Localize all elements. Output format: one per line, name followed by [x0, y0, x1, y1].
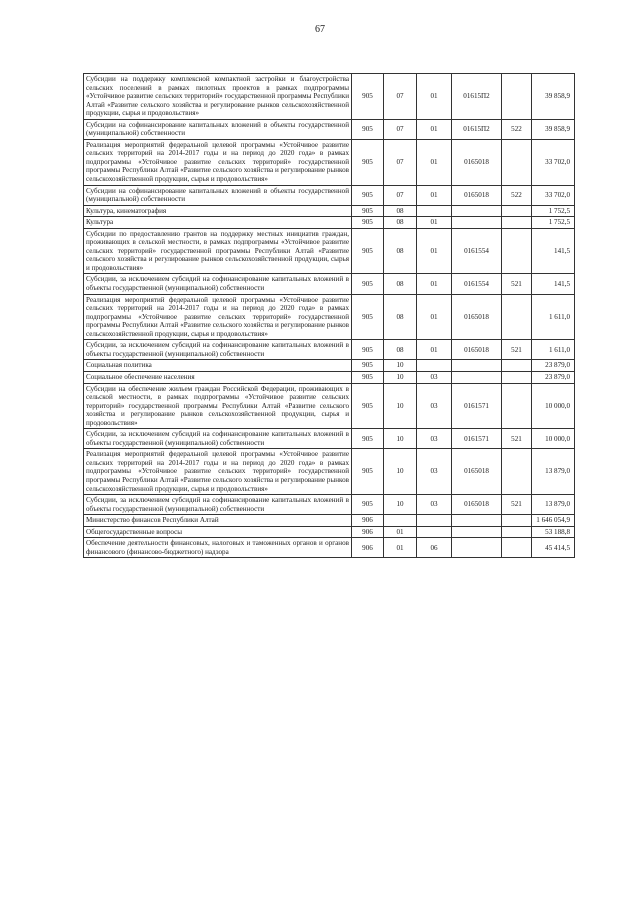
- row-name: Субсидии по предоставлению грантов на поддержку местных инициатив граждан, проживающих в сельской местности, в рамках подпрограммы «Устойчивое развитие сельских территорий» государственной программы Республики Алтай «Развитие сельского хозяйства и регулирование рынков сельскохозяйственной продукции, сырья и продовольствия»: [84, 228, 352, 274]
- row-subsection-code: 01: [417, 228, 452, 274]
- row-amount: 33 702,0: [532, 139, 575, 185]
- row-subsection-code: 01: [417, 185, 452, 205]
- row-expense-type-code: [502, 294, 532, 340]
- row-name: Субсидии, за исключением субсидий на софинансирование капитальных вложений в объекты государственной (муниципальной) собственности: [84, 429, 352, 449]
- row-expense-type-code: [502, 139, 532, 185]
- row-target-code: 0161554: [452, 274, 502, 294]
- row-name: Субсидии на софинансирование капитальных вложений в объекты государственной (муниципальной) собственности: [84, 119, 352, 139]
- row-amount: 23 879,0: [532, 360, 575, 372]
- row-ministry-code: 905: [352, 294, 384, 340]
- row-target-code: [452, 515, 502, 527]
- row-section-code: 07: [384, 74, 417, 120]
- row-section-code: 10: [384, 371, 417, 383]
- row-name: Культура, кинематография: [84, 205, 352, 217]
- row-section-code: 10: [384, 495, 417, 515]
- row-ministry-code: 905: [352, 429, 384, 449]
- table-row: [84, 526, 575, 538]
- table-row: [84, 383, 575, 429]
- row-subsection-code: 01: [417, 119, 452, 139]
- row-amount: 10 000,0: [532, 429, 575, 449]
- row-subsection-code: [417, 360, 452, 372]
- table-row: [84, 449, 575, 495]
- row-target-code: 0161554: [452, 228, 502, 274]
- table-row: [84, 495, 575, 515]
- row-name: Субсидии, за исключением субсидий на софинансирование капитальных вложений в объекты государственной (муниципальной) собственности: [84, 340, 352, 360]
- row-expense-type-code: [502, 449, 532, 495]
- row-ministry-code: 905: [352, 371, 384, 383]
- row-subsection-code: 03: [417, 495, 452, 515]
- row-amount: 13 879,0: [532, 495, 575, 515]
- row-amount: 23 879,0: [532, 371, 575, 383]
- row-name: Субсидии на обеспечение жильем граждан Российской Федерации, проживающих в сельской местности, в рамках подпрограммы «Устойчивое развитие сельских территорий» государственной программы Республики Алтай «Развитие сельского хозяйства и регулирование рынков сельскохозяйственной продукции, сырья и продовольствия»: [84, 383, 352, 429]
- row-name: Культура: [84, 217, 352, 229]
- row-subsection-code: 01: [417, 139, 452, 185]
- row-subsection-code: 01: [417, 217, 452, 229]
- row-ministry-code: 905: [352, 139, 384, 185]
- table-row: [84, 515, 575, 527]
- row-section-code: 08: [384, 205, 417, 217]
- row-expense-type-code: 522: [502, 185, 532, 205]
- row-expense-type-code: [502, 515, 532, 527]
- row-name: Социальная политика: [84, 360, 352, 372]
- row-section-code: 08: [384, 217, 417, 229]
- row-section-code: 01: [384, 526, 417, 538]
- row-subsection-code: 01: [417, 74, 452, 120]
- table-row: [84, 139, 575, 185]
- row-section-code: 07: [384, 139, 417, 185]
- row-subsection-code: [417, 205, 452, 217]
- row-section-code: 07: [384, 119, 417, 139]
- row-ministry-code: 906: [352, 526, 384, 538]
- row-section-code: 01: [384, 538, 417, 558]
- row-ministry-code: 905: [352, 274, 384, 294]
- row-section-code: 08: [384, 274, 417, 294]
- row-subsection-code: [417, 526, 452, 538]
- row-ministry-code: 905: [352, 449, 384, 495]
- row-amount: 45 414,5: [532, 538, 575, 558]
- row-ministry-code: 905: [352, 119, 384, 139]
- row-expense-type-code: [502, 538, 532, 558]
- row-section-code: 10: [384, 360, 417, 372]
- row-expense-type-code: [502, 217, 532, 229]
- row-target-code: [452, 217, 502, 229]
- row-subsection-code: 06: [417, 538, 452, 558]
- row-section-code: 07: [384, 185, 417, 205]
- row-ministry-code: 905: [352, 185, 384, 205]
- table-row: [84, 360, 575, 372]
- row-target-code: 01615П2: [452, 74, 502, 120]
- row-ministry-code: 905: [352, 217, 384, 229]
- row-amount: 39 858,9: [532, 74, 575, 120]
- row-section-code: 08: [384, 340, 417, 360]
- row-expense-type-code: 521: [502, 495, 532, 515]
- row-target-code: 01615П2: [452, 119, 502, 139]
- row-expense-type-code: 521: [502, 274, 532, 294]
- row-name: Субсидии на поддержку комплексной компактной застройки и благоустройства сельских поселений в рамках пилотных проектов в рамках подпрограммы «Устойчивое развитие сельских территорий» государственной программы Республики Алтай «Развитие сельского хозяйства и регулирование рынков сельскохозяйственной продукции, сырья и продовольствия»: [84, 74, 352, 120]
- row-target-code: 0161571: [452, 429, 502, 449]
- row-expense-type-code: [502, 371, 532, 383]
- row-target-code: 0165018: [452, 449, 502, 495]
- row-target-code: [452, 371, 502, 383]
- table-row: [84, 217, 575, 229]
- row-expense-type-code: 522: [502, 119, 532, 139]
- table-row: [84, 538, 575, 558]
- row-expense-type-code: [502, 526, 532, 538]
- row-name: Субсидии на софинансирование капитальных вложений в объекты государственной (муниципальной) собственности: [84, 185, 352, 205]
- row-name: Обеспечение деятельности финансовых, налоговых и таможенных органов и органов финансового (финансово-бюджетного) надзора: [84, 538, 352, 558]
- row-target-code: [452, 360, 502, 372]
- row-name: Общегосударственные вопросы: [84, 526, 352, 538]
- row-amount: 141,5: [532, 274, 575, 294]
- row-ministry-code: 906: [352, 538, 384, 558]
- row-amount: 13 879,0: [532, 449, 575, 495]
- table-row: [84, 228, 575, 274]
- row-subsection-code: 03: [417, 371, 452, 383]
- row-name: Министерство финансов Республики Алтай: [84, 515, 352, 527]
- row-name: Субсидии, за исключением субсидий на софинансирование капитальных вложений в объекты государственной (муниципальной) собственности: [84, 274, 352, 294]
- row-amount: 1 752,5: [532, 205, 575, 217]
- budget-table: [83, 73, 575, 558]
- page-number: 67: [315, 24, 325, 35]
- row-section-code: 10: [384, 449, 417, 495]
- table-row: [84, 119, 575, 139]
- row-amount: 1 752,5: [532, 217, 575, 229]
- row-target-code: 0165018: [452, 340, 502, 360]
- row-target-code: [452, 205, 502, 217]
- row-section-code: 08: [384, 294, 417, 340]
- row-expense-type-code: [502, 74, 532, 120]
- row-ministry-code: 905: [352, 360, 384, 372]
- row-name: Реализация мероприятий федеральной целевой программы «Устойчивое развитие сельских территорий на 2014-2017 годы и на период до 2020 года» в рамках подпрограммы «Устойчивое развитие сельских территорий» государственной программы Республики Алтай «Развитие сельского хозяйства и регулирование рынков сельскохозяйственной продукции, сырья и продовольствия»: [84, 139, 352, 185]
- row-section-code: 10: [384, 429, 417, 449]
- row-amount: 10 000,0: [532, 383, 575, 429]
- table-row: [84, 294, 575, 340]
- row-expense-type-code: [502, 360, 532, 372]
- table-row: [84, 371, 575, 383]
- row-amount: 141,5: [532, 228, 575, 274]
- row-target-code: 0165018: [452, 139, 502, 185]
- row-target-code: 0161571: [452, 383, 502, 429]
- row-subsection-code: [417, 515, 452, 527]
- row-amount: 39 858,9: [532, 119, 575, 139]
- row-subsection-code: 03: [417, 449, 452, 495]
- row-expense-type-code: [502, 205, 532, 217]
- row-target-code: 0165018: [452, 294, 502, 340]
- row-name: Реализация мероприятий федеральной целевой программы «Устойчивое развитие сельских территорий на 2014-2017 годы и на период до 2020 года» в рамках подпрограммы «Устойчивое развитие сельских территорий» государственной программы Республики Алтай «Развитие сельского хозяйства и регулирование рынков сельскохозяйственной продукции, сырья и продовольствия»: [84, 449, 352, 495]
- row-subsection-code: 01: [417, 340, 452, 360]
- row-name: Реализация мероприятий федеральной целевой программы «Устойчивое развитие сельских территорий на 2014-2017 годы и на период до 2020 года» в рамках подпрограммы «Устойчивое развитие сельских территорий» государственной программы Республики Алтай «Развитие сельского хозяйства и регулирование рынков сельскохозяйственной продукции, сырья и продовольствия»: [84, 294, 352, 340]
- row-expense-type-code: [502, 383, 532, 429]
- row-section-code: [384, 515, 417, 527]
- row-ministry-code: 905: [352, 228, 384, 274]
- row-ministry-code: 905: [352, 495, 384, 515]
- table-row: [84, 340, 575, 360]
- row-target-code: 0165018: [452, 495, 502, 515]
- row-subsection-code: 03: [417, 429, 452, 449]
- row-expense-type-code: 521: [502, 429, 532, 449]
- row-amount: 53 188,8: [532, 526, 575, 538]
- row-name: Субсидии, за исключением субсидий на софинансирование капитальных вложений в объекты государственной (муниципальной) собственности: [84, 495, 352, 515]
- table-row: [84, 274, 575, 294]
- row-expense-type-code: 521: [502, 340, 532, 360]
- row-section-code: 10: [384, 383, 417, 429]
- row-ministry-code: 905: [352, 74, 384, 120]
- table-row: [84, 74, 575, 120]
- row-subsection-code: 03: [417, 383, 452, 429]
- row-amount: 1 611,0: [532, 294, 575, 340]
- table-row: [84, 185, 575, 205]
- row-amount: 33 702,0: [532, 185, 575, 205]
- row-name: Социальное обеспечение населения: [84, 371, 352, 383]
- row-subsection-code: 01: [417, 294, 452, 340]
- row-section-code: 08: [384, 228, 417, 274]
- row-target-code: [452, 526, 502, 538]
- row-expense-type-code: [502, 228, 532, 274]
- row-target-code: [452, 538, 502, 558]
- table-row: [84, 429, 575, 449]
- row-amount: 1 611,0: [532, 340, 575, 360]
- row-subsection-code: 01: [417, 274, 452, 294]
- row-ministry-code: 905: [352, 205, 384, 217]
- row-ministry-code: 905: [352, 383, 384, 429]
- row-amount: 1 646 054,9: [532, 515, 575, 527]
- table-row: [84, 205, 575, 217]
- row-ministry-code: 906: [352, 515, 384, 527]
- row-ministry-code: 905: [352, 340, 384, 360]
- row-target-code: 0165018: [452, 185, 502, 205]
